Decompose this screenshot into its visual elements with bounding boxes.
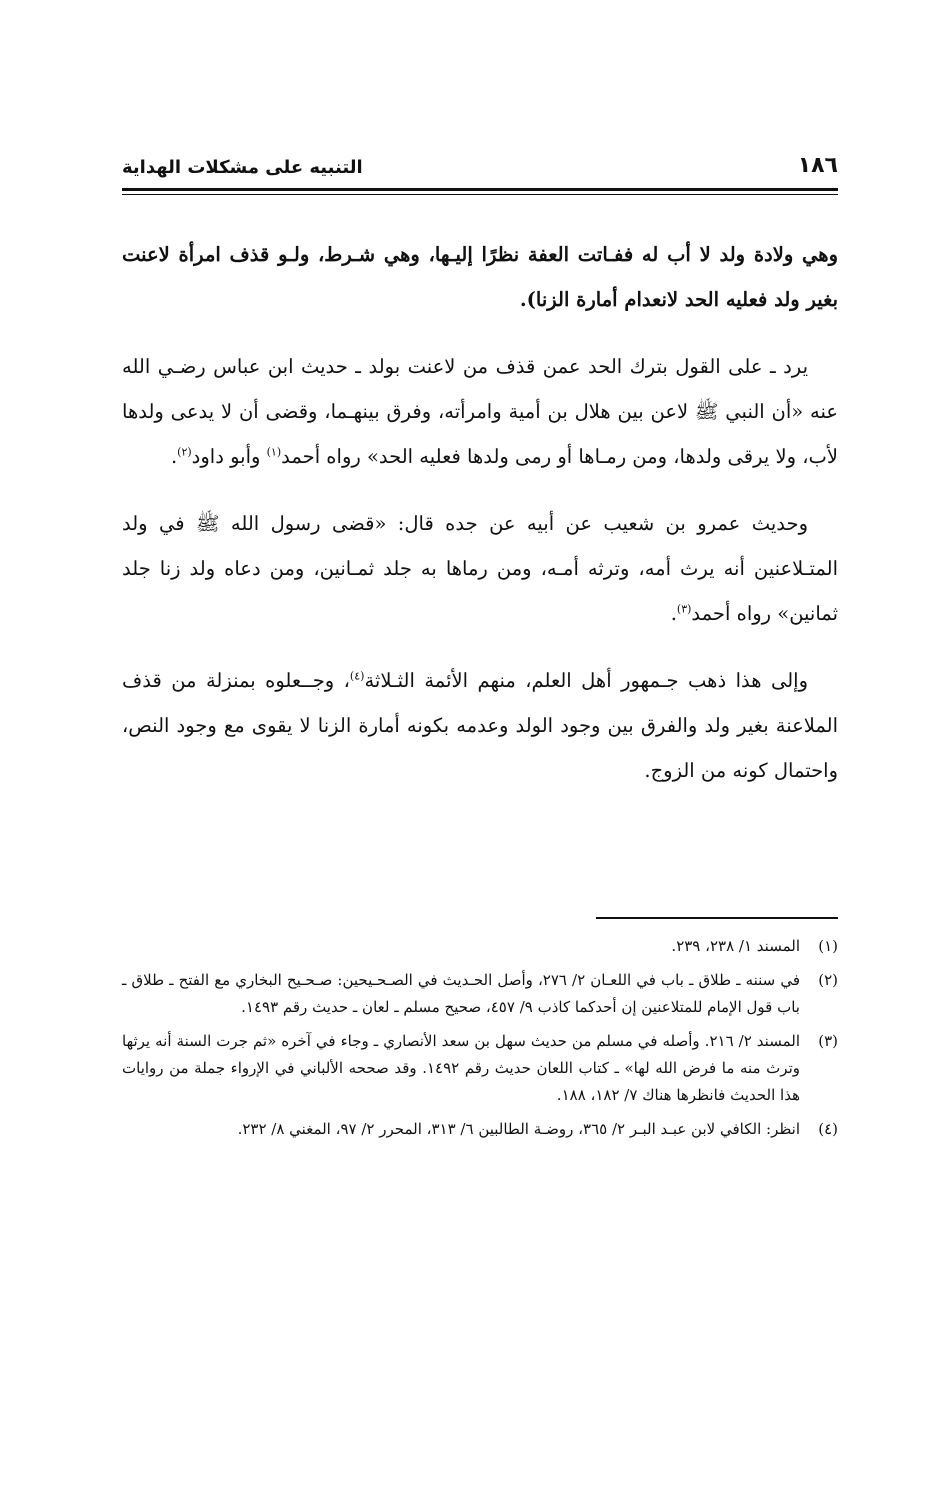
footnote-number: (٢) (818, 971, 838, 989)
footnote-number: (٤) (818, 1120, 838, 1138)
paragraph-quoted-text: وهي ولادة ولد لا أب له ففـاتت العفة نظرًا إليـها، وهي شـرط، ولـو قذف امرأة لاعنت بغير ولد فعليه الحد لانعدام أمارة الزنا). (122, 243, 838, 311)
footnote-item (122, 1116, 838, 1143)
footnote-text: انظر: الكافي لابن عبـد البـر ٢/ ٣٦٥، روضـة الطالبين ٦/ ٣١٣، المحرر ٢/ ٩٧، المغني ٨/ ٢٣٢. (237, 1120, 800, 1138)
running-header (122, 148, 838, 178)
paragraph-majority-scholars (122, 658, 838, 793)
main-text (122, 232, 838, 815)
paragraph-amr-ibn-shuayb (122, 501, 838, 636)
paragraph-text: يرد ـ على القول بترك الحد عمن قذف من لاعنت بولد ـ حديث ابن عباس رضـي الله عنه «أن النبي ﷺ لاعن بين هلال بن أمية وامرأته، وفرق بينهـما، وقضى أن لا يدعى ولدها لأب، ولا يرقى ولدها، ومن رمـاها أو رمى ولدها فعليه الحد» رواه أحمد (122, 355, 838, 468)
header-rule-thick (122, 188, 838, 191)
footnote-item (122, 933, 838, 960)
paragraph-text: وأبو داود (191, 445, 267, 468)
footnote-number: (٣) (818, 1032, 838, 1050)
footnote-ref-3[interactable]: (٣) (676, 602, 692, 616)
footnotes (122, 933, 838, 1150)
paragraph-text: وحديث عمرو بن شعيب عن أبيه عن جده قال: «قضى رسول الله ﷺ في ولد المتـلاعنين أنه يرث أمه، وترثه أمـه، ومن رماها به جلد ثمـانين، ومن دعاه ولد زنا جلد ثمانين» رواه أحمد (122, 512, 838, 625)
footnote-ref-1[interactable]: (١) (266, 445, 282, 459)
paragraph-ibn-abbas (122, 344, 838, 479)
paragraph-text: وإلى هذا ذهب جـمهور أهل العلم، منهم الأئمة الثـلاثة (364, 669, 808, 692)
paragraph-text: ، وجــعلوه بمنزلة من قذف الملاعنة بغير ولد والفرق بين وجود الولد وعدمه بكونه أمارة الزنا لا يقوى مع وجود النص، واحتمال كونه من الزوج. (122, 669, 838, 782)
footnote-ref-4[interactable]: (٤) (349, 669, 365, 683)
footnote-text: في سننه ـ طلاق ـ باب في اللعـان ٢/ ٢٧٦، وأصل الحـديث في الصـحـيحين: صـحـيح البخاري مع الفتح ـ طلاق ـ باب قول الإمام للمتلاعنين إن أحدكما كاذب ٩/ ٤٥٧، صحيح مسلم ـ لعان ـ حديث رقم ١٤٩٣. (122, 971, 800, 1016)
book-title: التنبيه على مشكلات الهداية (122, 157, 363, 178)
page-number: ١٨٦ (797, 153, 838, 178)
footnote-item (122, 1028, 838, 1109)
footnote-text: المسند ١/ ٢٣٨، ٢٣٩. (671, 937, 800, 955)
footnote-ref-2[interactable]: (٢) (177, 445, 192, 459)
paragraph-text: . (670, 602, 677, 625)
header-rule-thin (122, 194, 838, 195)
footnote-separator (596, 917, 838, 919)
paragraph-text: . (170, 445, 178, 468)
footnote-number: (١) (818, 937, 838, 955)
footnote-item (122, 967, 838, 1021)
footnote-text: المسند ٢/ ٢١٦. وأصله في مسلم من حديث سهل بن سعد الأنصاري ـ وجاء في آخره «ثم جرت السنة أنه يرثها وترث منه ما فرض الله لها» ـ كتاب اللعان حديث رقم ١٤٩٢. وقد صححه الألباني في الإرواء جملة من روايات هذا الحديث فانظرها هناك ٧/ ١٨٢، ١٨٨. (122, 1032, 800, 1104)
